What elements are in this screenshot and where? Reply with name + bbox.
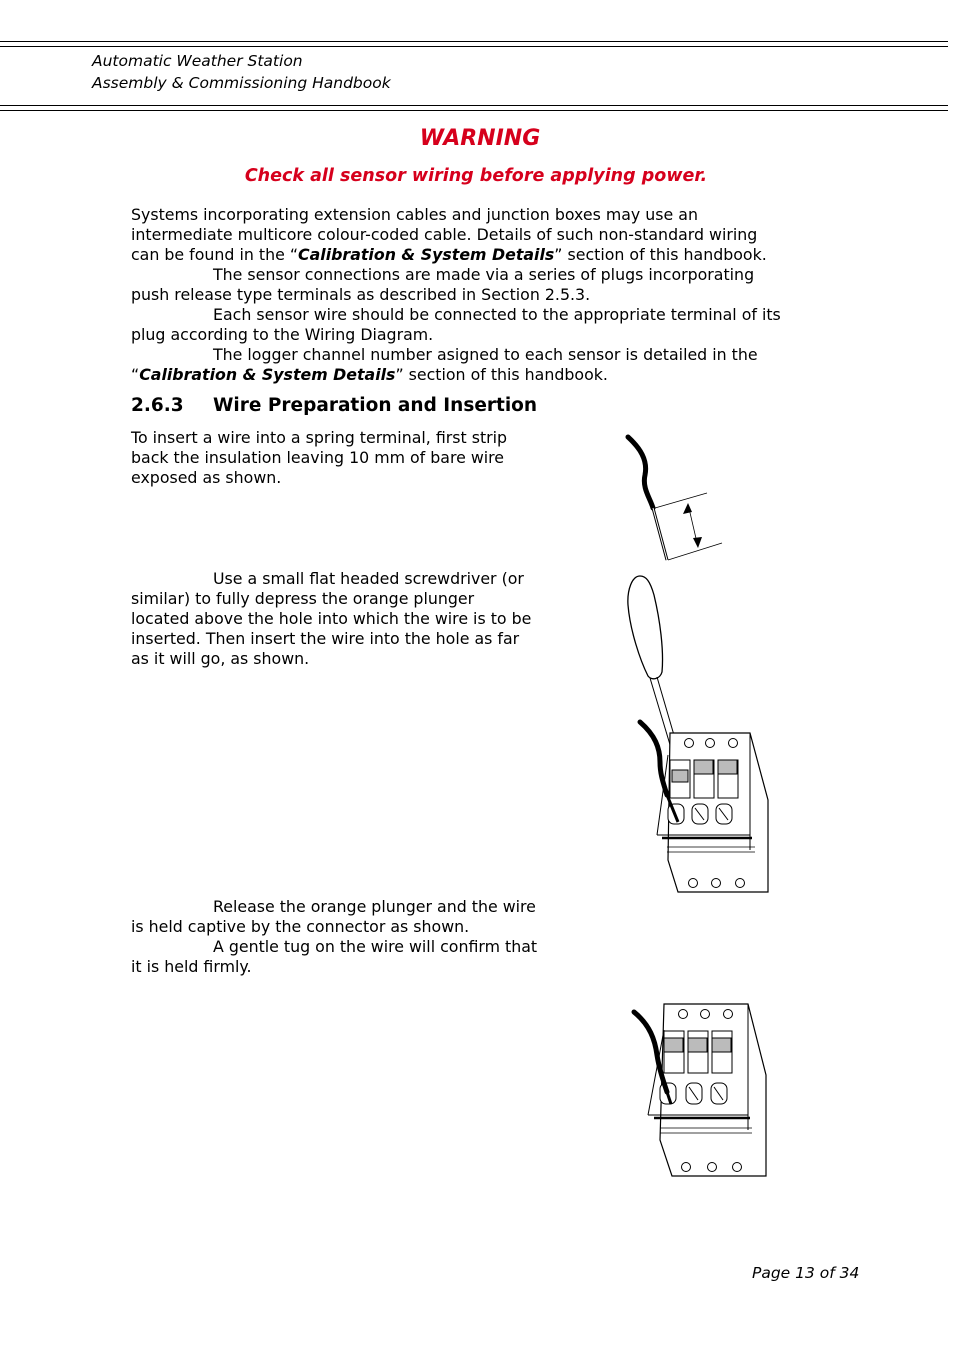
text-line: The logger channel number asigned to each sensor is detailed in the	[213, 345, 758, 364]
text-line: located above the hole into which the wire is to be	[131, 609, 532, 628]
text-line: Systems incorporating extension cables and junction boxes may use an	[131, 205, 698, 224]
text-line: Release the orange plunger and the wire	[213, 897, 536, 916]
section-title: Wire Preparation and Insertion	[213, 395, 538, 416]
text-line: intermediate multicore colour-coded cable. Details of such non-standard wiring	[131, 225, 758, 244]
section-number: 2.6.3	[131, 395, 184, 416]
page-number: Page 13 of 34	[752, 1264, 860, 1282]
text-run: ” section of this handbook.	[395, 365, 608, 384]
text-line: To insert a wire into a spring terminal, first strip	[131, 428, 508, 447]
text-run: “	[131, 365, 140, 384]
text-run: can be found in the “	[131, 245, 299, 264]
text-line: push release type terminals as described in Section 2.5.3.	[131, 285, 591, 304]
text-line: is held captive by the connector as shown.	[131, 917, 470, 936]
warning-title: WARNING	[419, 126, 541, 151]
text-line: A gentle tug on the wire will confirm that	[213, 937, 538, 956]
text-line: plug according to the Wiring Diagram.	[131, 325, 434, 344]
document-reference: Calibration & System Details	[139, 365, 396, 384]
document-reference: Calibration & System Details	[298, 245, 555, 264]
text-line: Each sensor wire should be connected to the appropriate terminal of its	[213, 305, 781, 324]
text-line: inserted. Then insert the wire into the hole as far	[131, 629, 520, 648]
text-line: similar) to fully depress the orange plunger	[131, 589, 475, 608]
text-line: back the insulation leaving 10 mm of bare wire	[131, 448, 505, 467]
text-line: The sensor connections are made via a series of plugs incorporating	[213, 265, 755, 284]
text-run: ” section of this handbook.	[554, 245, 767, 264]
text-line: as it will go, as shown.	[131, 649, 310, 668]
text-line: it is held firmly.	[131, 957, 252, 976]
header-subtitle: Assembly & Commissioning Handbook	[92, 74, 391, 92]
warning-subtitle: Check all sensor wiring before applying power.	[244, 166, 708, 186]
text-line: Use a small flat headed screwdriver (or	[213, 569, 524, 588]
header-title: Automatic Weather Station	[92, 52, 303, 70]
text-line: exposed as shown.	[131, 468, 282, 487]
